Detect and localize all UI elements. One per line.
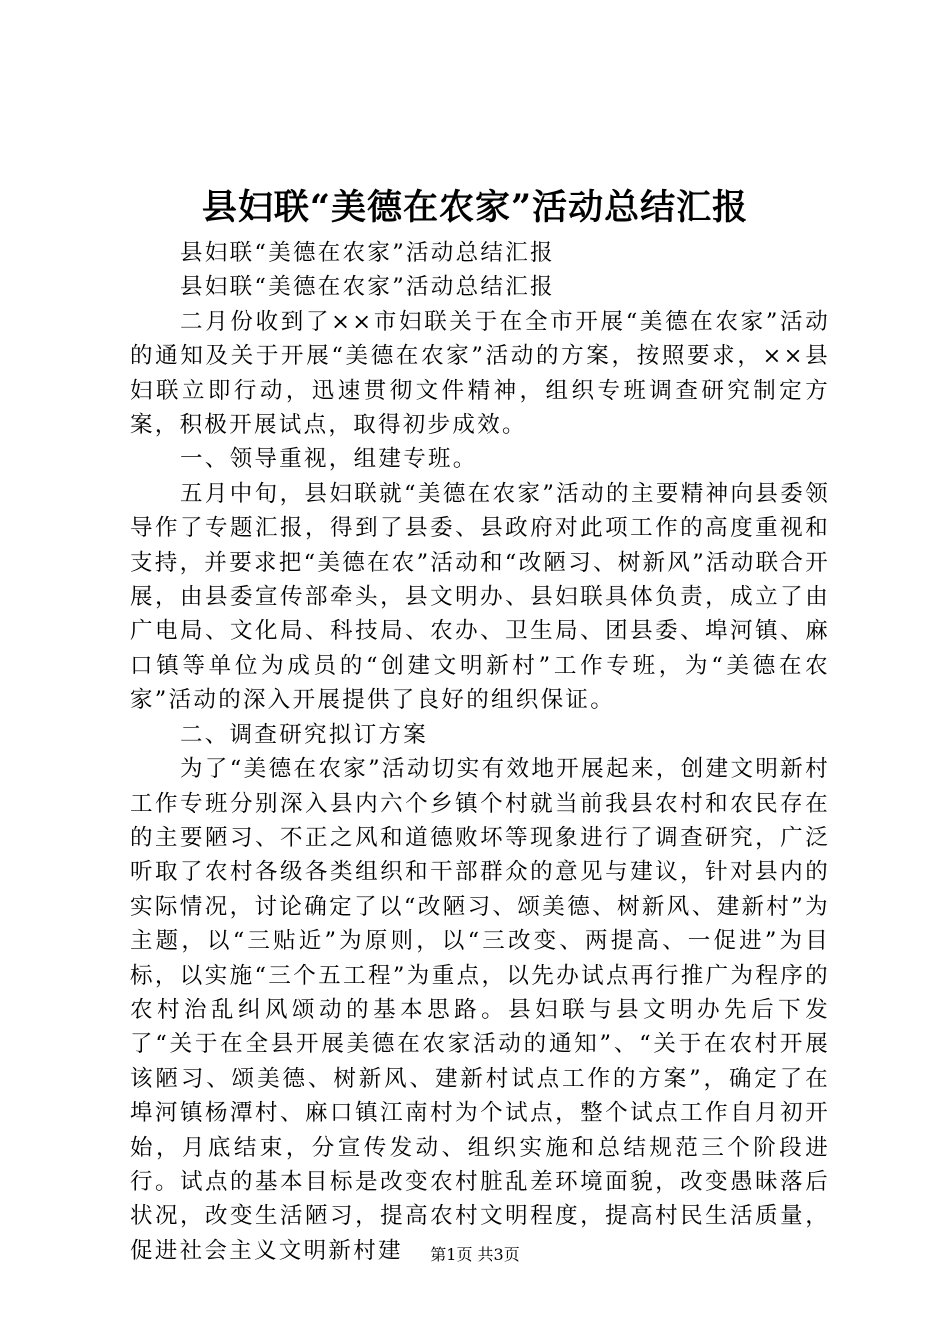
page-footer: 第1页 共3页 bbox=[430, 1245, 520, 1264]
section-heading-1: 一、领导重视，组建专班。 bbox=[180, 446, 478, 473]
section-heading-2: 二、调查研究拟订方案 bbox=[180, 721, 429, 748]
paragraph-section-2: 为了“美德在农家”活动切实有效地开展起来，创建文明新村工作专班分别深入县内六个乡镇个村就当前我县农村和农民存在的主要陋习、不正之风和道德败坏等现象进行了调查研究，广泛听取了农村各级各类组织和干部群众的意见与建议，针对县内的实际情况，讨论确定了以“改陋习、颂美德、树新风、建新村”为主题，以“三贴近”为原则，以“三改变、两提高、一促进”为目标，以实施“三个五工程”为重点，以先办试点再行推广为程序的农村治乱纠风颂动的基本思路。县妇联与县文明办先后下发了“关于在全县开展美德在农家活动的通知”、“关于在农村开展该陋习、颂美德、树新风、建新村试点工作的方案”，确定了在埠河镇杨潭村、麻口镇江南村为个试点，整个试点工作自月初开始，月底结束，分宣传发动、组织实施和总结规范三个阶段进行。试点的基本目标是改变农村脏乱差环境面貌，改变愚昧落后状况，改变生活陋习，提高农村文明程度，提高村民生活质量，促进社会主义文明新村建 bbox=[130, 756, 830, 1264]
paragraph-subtitle-2: 县妇联“美德在农家”活动总结汇报 bbox=[180, 274, 555, 301]
document-body bbox=[130, 236, 830, 1268]
paragraph-intro: 二月份收到了××市妇联关于在全市开展“美德在农家”活动的通知及关于开展“美德在农家”活动的方案，按照要求，××县妇联立即行动，迅速贯彻文件精神，组织专班调查研究制定方案，积极开展试点，取得初步成效。 bbox=[130, 308, 830, 439]
paragraph-section-1: 五月中旬，县妇联就“美德在农家”活动的主要精神向县委领导作了专题汇报，得到了县委、县政府对此项工作的高度重视和支持，并要求把“美德在农”活动和“改陋习、树新风”活动联合开展，由县委宣传部牵头，县文明办、县妇联具体负责，成立了由广电局、文化局、科技局、农办、卫生局、团县委、埠河镇、麻口镇等单位为成员的“创建文明新村”工作专班，为“美德在农家”活动的深入开展提供了良好的组织保证。 bbox=[130, 480, 831, 714]
document-title: 县妇联“美德在农家”活动总结汇报 bbox=[201, 187, 749, 228]
paragraph-subtitle-1: 县妇联“美德在农家”活动总结汇报 bbox=[180, 240, 555, 266]
